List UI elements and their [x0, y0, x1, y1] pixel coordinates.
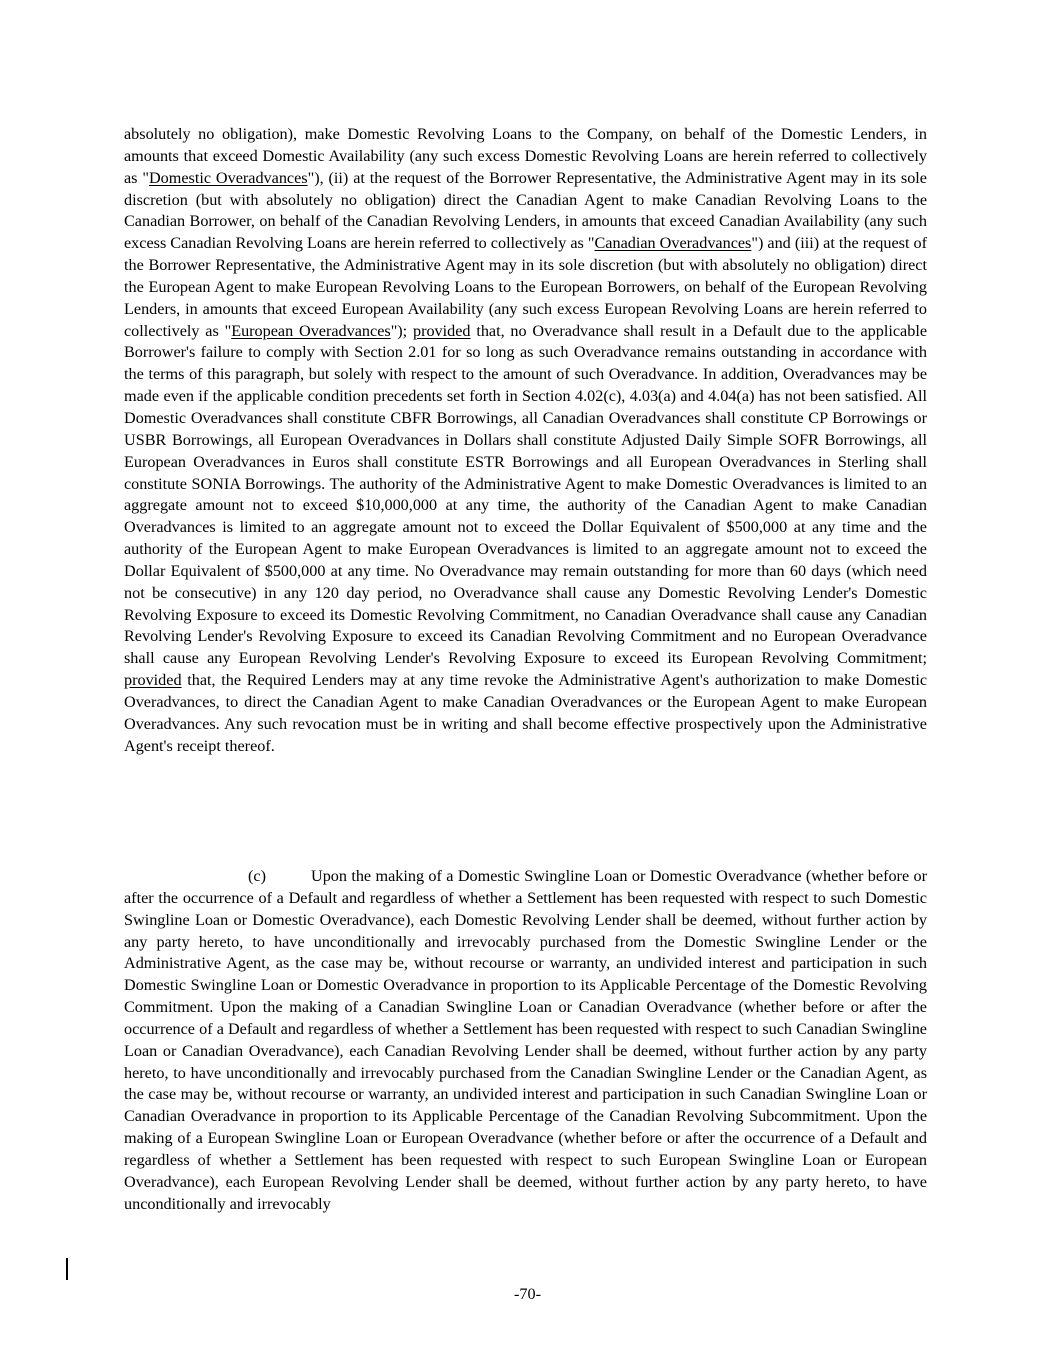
provided-term: provided — [124, 671, 182, 690]
text-run: that, no Overadvance shall result in a Default due to the applicable Borrower's failure to comply with Section 2.01 for so long as such Overadvance remains outstanding in accordance with the terms of this paragraph, but solely with respect to the amount of such Overadvance. In addition, Overadvances may be made even if the applicable condition precedents set forth in Section 4.02(c), 4.03(a) and 4.04(a) has not been satisfied. All Domestic Overadvances shall constitute CBFR Borrowings, all Canadian Overadvances shall constitute CP Borrowings or USBR Borrowings, all European Overadvances in Dollars shall constitute Adjusted Daily Simple SOFR Borrowings, all European Overadvances in Euros shall constitute ESTR Borrowings and all European Overadvances in Sterling shall constitute SONIA Borrowings. The authority of the Administrative Agent to make Domestic Overadvances is limited to an aggregate amount not to exceed $10,000,000 at any time, the authority of the Canadian Agent to make Canadian Overadvances is limited to an aggregate amount not to exceed the Dollar Equivalent of $500,000 at any time and the authority of the European Agent to make European Overadvances is limited to an aggregate amount not to exceed the Dollar Equivalent of $500,000 at any time. No Overadvance may remain outstanding for more than 60 days (which need not be consecutive) in any 120 day period, no Overadvance shall cause any Domestic Revolving Lender's Domestic Revolving Exposure to exceed its Domestic Revolving Commitment, no Canadian Overadvance shall cause any Canadian Revolving Lender's Revolving Exposure to exceed its Canadian Revolving Commitment and no European Overadvance shall cause any European Revolving Lender's Revolving Exposure to exceed its European Revolving Commitment; — [124, 321, 928, 668]
provided-term: provided — [412, 321, 471, 340]
text-run: that, the Required Lenders may at any time revoke the Administrative Agent's authorization to make Domestic Overadvances, to direct the Canadian Agent to make Canadian Overadvances or the European Agent to make European Overadvances. Any such revocation must be in writing and shall become effective prospectively upon the Administrative Agent's receipt thereof. — [124, 671, 927, 755]
text-run: Upon the making of a Domestic Swingline Loan or Domestic Overadvance (whether before or after the occurrence of a Default and regardless of whether a Settlement has been requested with respect to such Domestic Swingline Loan or Domestic Overadvance), each Domestic Revolving Lender shall be deemed, without further action by any party hereto, to have unconditionally and irrevocably purchased from the Domestic Swingline Lender or the Administrative Agent, as the case may be, without recourse or warranty, an undivided interest and participation in such Domestic Swingline Loan or Domestic Overadvance in proportion to its Applicable Percentage of the Domestic Revolving Commitment. Upon the making of a Canadian Swingline Loan or Canadian Overadvance (whether before or after the occurrence of a Default and regardless of whether a Settlement has been requested with respect to such Canadian Swingline Loan or Canadian Overadvance), each Canadian Revolving Lender shall be deemed, without further action by any party hereto, to have unconditionally and irrevocably purchased from the Canadian Swingline Lender or the Canadian Agent, as the case may be, without recourse or warranty, an undivided interest and participation in such Canadian Swingline Loan or Canadian Overadvance in proportion to its Applicable Percentage of the Canadian Revolving Subcommitment. Upon the making of a European Swingline Loan or European Overadvance (whether before or after the occurrence of a Default and regardless of whether a Settlement has been requested with respect to such European Swingline Loan or European Overadvance), each European Revolving Lender shall be deemed, without further action by any party hereto, to have unconditionally and irrevocably — [124, 867, 927, 1213]
page-number: -70- — [514, 1285, 541, 1303]
text-run: ") and (iii) at the request of the Borrower Representative, the Administrative Agent may in its sole discretion (but with absolutely no obligation) direct the European Agent to make European Revolving Loans to the European Borrowers, on behalf of the European Revolving Lenders, in amounts that exceed European Availability (any such excess European Revolving Loans are herein referred to collectively as " — [124, 234, 927, 340]
text-run: "), (ii) at the request of the Borrower Representative, the Administrative Agent may in its sole discretion (but with absolutely no obligation) direct the Canadian Agent to make Canadian Revolving Loans to the Canadian Borrower, on behalf of the Canadian Revolving Lenders, in amounts that exceed Canadian Availability (any such excess Canadian Revolving Loans are herein referred to collectively as " — [124, 168, 927, 253]
defined-term-domestic-overadvances: Domestic Overadvances — [148, 168, 308, 187]
defined-term-canadian-overadvances: Canadian Overadvances — [594, 234, 752, 253]
paragraph-overadvances — [124, 124, 927, 757]
revision-change-bar — [66, 1258, 68, 1280]
text-run: absolutely no obligation), make Domestic Revolving Loans to the Company, on behalf of the Domestic Lenders, in amounts that exceed Domestic Availability (any such excess Domestic Revolving Loans are herein referred to collectively as " — [124, 125, 927, 187]
paragraph-c-participations — [124, 866, 927, 1216]
text-run: "); — [390, 321, 413, 340]
item-label-c: (c) — [248, 867, 266, 885]
defined-term-european-overadvances: European Overadvances — [231, 321, 391, 340]
